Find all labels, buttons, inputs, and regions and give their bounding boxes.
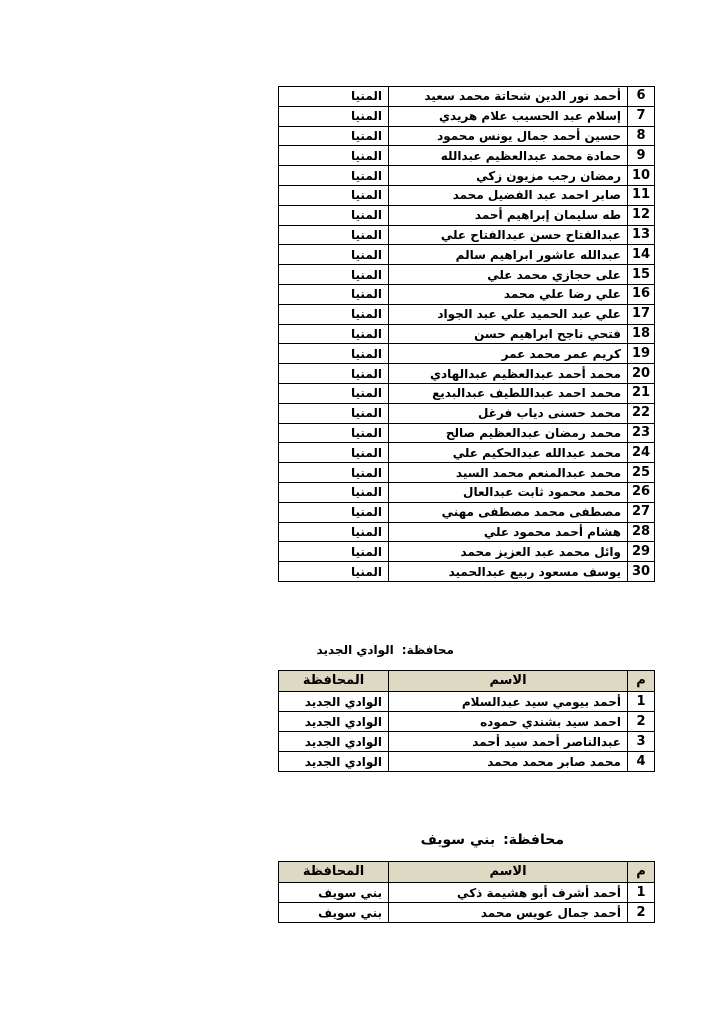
- row-governorate: المنيا: [279, 403, 389, 423]
- row-number: 28: [628, 522, 655, 542]
- row-governorate: المنيا: [279, 463, 389, 483]
- row-governorate: المنيا: [279, 482, 389, 502]
- table-row: [279, 482, 655, 502]
- table-row: [279, 344, 655, 364]
- header-name: الاسم: [389, 671, 628, 692]
- row-number: 4: [628, 752, 655, 772]
- row-name: أحمد أشرف أبو هشيمة ذكي: [389, 883, 628, 903]
- table-row: [279, 712, 655, 732]
- governorate-name: الوادي الجديد: [316, 643, 394, 657]
- row-number: 6: [628, 87, 655, 107]
- row-name: صابر احمد عبد الفضيل محمد: [389, 185, 628, 205]
- beni-suef-table: [278, 861, 655, 923]
- table-header: [279, 671, 655, 692]
- minya-table-body: [279, 87, 655, 582]
- row-governorate: المنيا: [279, 87, 389, 107]
- row-name: أحمد جمال عويس محمد: [389, 903, 628, 923]
- row-name: علي رضا علي محمد: [389, 284, 628, 304]
- row-name: أحمد نور الدين شحاتة محمد سعيد: [389, 87, 628, 107]
- row-name: يوسف مسعود ربيع عبدالحميد: [389, 562, 628, 582]
- row-name: محمد عبدالله عبدالحكيم علي: [389, 443, 628, 463]
- row-number: 27: [628, 502, 655, 522]
- table-row: [279, 126, 655, 146]
- row-name: محمد محمود ثابت عبدالعال: [389, 482, 628, 502]
- row-governorate: بني سويف: [279, 903, 389, 923]
- row-governorate: المنيا: [279, 344, 389, 364]
- row-number: 24: [628, 443, 655, 463]
- row-name: محمد عبدالمنعم محمد السيد: [389, 463, 628, 483]
- row-governorate: المنيا: [279, 265, 389, 285]
- table-row: [279, 562, 655, 582]
- governorate-name: بني سويف: [420, 832, 496, 848]
- row-name: هشام أحمد محمود علي: [389, 522, 628, 542]
- row-name: محمد أحمد عبدالعظيم عبدالهادي: [389, 364, 628, 384]
- new-valley-section-title: [317, 643, 454, 657]
- row-governorate: المنيا: [279, 225, 389, 245]
- minya-table: [278, 86, 655, 582]
- row-number: 21: [628, 383, 655, 403]
- row-name: احمد سيد بشندي حموده: [389, 712, 628, 732]
- table-row: [279, 903, 655, 923]
- row-number: 9: [628, 146, 655, 166]
- header-name: الاسم: [389, 862, 628, 883]
- row-name: محمد صابر محمد محمد: [389, 752, 628, 772]
- row-number: 29: [628, 542, 655, 562]
- row-number: 14: [628, 245, 655, 265]
- row-governorate: المنيا: [279, 324, 389, 344]
- governorate-label: محافظة:: [401, 643, 454, 657]
- table-row: [279, 443, 655, 463]
- row-governorate: المنيا: [279, 126, 389, 146]
- row-number: 15: [628, 265, 655, 285]
- table-row: [279, 364, 655, 384]
- row-governorate: المنيا: [279, 304, 389, 324]
- row-number: 25: [628, 463, 655, 483]
- header-row: [279, 671, 655, 692]
- new-valley-table-body: [279, 692, 655, 772]
- row-number: 18: [628, 324, 655, 344]
- beni-suef-table-body: [279, 883, 655, 923]
- header-number: م: [628, 862, 655, 883]
- row-number: 23: [628, 423, 655, 443]
- table-row: [279, 284, 655, 304]
- row-governorate: المنيا: [279, 205, 389, 225]
- row-number: 7: [628, 106, 655, 126]
- row-governorate: المنيا: [279, 146, 389, 166]
- row-number: 1: [628, 692, 655, 712]
- row-governorate: المنيا: [279, 166, 389, 186]
- row-name: فتحي ناجح ابراهيم حسن: [389, 324, 628, 344]
- row-name: على حجازي محمد علي: [389, 265, 628, 285]
- new-valley-table: [278, 670, 655, 772]
- row-name: محمد رمضان عبدالعظيم صالح: [389, 423, 628, 443]
- row-number: 11: [628, 185, 655, 205]
- header-governorate: المحافظة: [279, 862, 389, 883]
- table-row: [279, 146, 655, 166]
- beni-suef-section-title: [421, 832, 564, 848]
- table-row: [279, 245, 655, 265]
- table-row: [279, 403, 655, 423]
- table-row: [279, 752, 655, 772]
- row-name: رمضان رجب مزيون زكي: [389, 166, 628, 186]
- row-number: 16: [628, 284, 655, 304]
- row-number: 19: [628, 344, 655, 364]
- row-governorate: الوادي الجديد: [279, 692, 389, 712]
- row-governorate: المنيا: [279, 562, 389, 582]
- table-row: [279, 166, 655, 186]
- row-name: حسين أحمد جمال يونس محمود: [389, 126, 628, 146]
- row-number: 2: [628, 712, 655, 732]
- row-governorate: الوادي الجديد: [279, 712, 389, 732]
- row-number: 12: [628, 205, 655, 225]
- row-governorate: المنيا: [279, 423, 389, 443]
- row-governorate: الوادي الجديد: [279, 732, 389, 752]
- row-governorate: المنيا: [279, 443, 389, 463]
- table-row: [279, 522, 655, 542]
- row-number: 17: [628, 304, 655, 324]
- row-governorate: المنيا: [279, 383, 389, 403]
- row-name: محمد احمد عبداللطيف عبدالبديع: [389, 383, 628, 403]
- row-governorate: المنيا: [279, 502, 389, 522]
- table-row: [279, 185, 655, 205]
- row-number: 22: [628, 403, 655, 423]
- table-row: [279, 324, 655, 344]
- row-governorate: المنيا: [279, 364, 389, 384]
- row-number: 3: [628, 732, 655, 752]
- header-governorate: المحافظة: [279, 671, 389, 692]
- table-row: [279, 732, 655, 752]
- row-number: 1: [628, 883, 655, 903]
- row-number: 30: [628, 562, 655, 582]
- row-number: 10: [628, 166, 655, 186]
- row-number: 20: [628, 364, 655, 384]
- row-number: 13: [628, 225, 655, 245]
- row-governorate: الوادي الجديد: [279, 752, 389, 772]
- table-row: [279, 304, 655, 324]
- row-governorate: المنيا: [279, 542, 389, 562]
- table-row: [279, 225, 655, 245]
- table-row: [279, 383, 655, 403]
- header-row: [279, 862, 655, 883]
- row-governorate: المنيا: [279, 185, 389, 205]
- row-governorate: المنيا: [279, 284, 389, 304]
- table-row: [279, 205, 655, 225]
- row-name: عبدالفتاح حسن عبدالفتاح علي: [389, 225, 628, 245]
- header-number: م: [628, 671, 655, 692]
- table-row: [279, 87, 655, 107]
- table-row: [279, 883, 655, 903]
- row-name: علي عبد الحميد علي عبد الجواد: [389, 304, 628, 324]
- row-number: 8: [628, 126, 655, 146]
- row-name: عبدالناصر أحمد سيد أحمد: [389, 732, 628, 752]
- governorate-label: محافظة:: [503, 832, 564, 848]
- row-name: مصطفى محمد مصطفى مهني: [389, 502, 628, 522]
- row-number: 2: [628, 903, 655, 923]
- row-governorate: المنيا: [279, 106, 389, 126]
- row-governorate: المنيا: [279, 245, 389, 265]
- table-row: [279, 265, 655, 285]
- row-name: كريم عمر محمد عمر: [389, 344, 628, 364]
- row-name: طه سليمان إبراهيم أحمد: [389, 205, 628, 225]
- row-name: وائل محمد عبد العزيز محمد: [389, 542, 628, 562]
- row-governorate: المنيا: [279, 522, 389, 542]
- table-header: [279, 862, 655, 883]
- row-name: حمادة محمد عبدالعظيم عبدالله: [389, 146, 628, 166]
- table-row: [279, 502, 655, 522]
- table-row: [279, 542, 655, 562]
- row-name: عبدالله عاشور ابراهيم سالم: [389, 245, 628, 265]
- row-governorate: بني سويف: [279, 883, 389, 903]
- row-name: محمد حسنى دياب فرغل: [389, 403, 628, 423]
- table-row: [279, 463, 655, 483]
- table-row: [279, 692, 655, 712]
- row-number: 26: [628, 482, 655, 502]
- table-row: [279, 423, 655, 443]
- row-name: إسلام عبد الحسيب علام هريدي: [389, 106, 628, 126]
- row-name: أحمد بيومي سيد عبدالسلام: [389, 692, 628, 712]
- table-row: [279, 106, 655, 126]
